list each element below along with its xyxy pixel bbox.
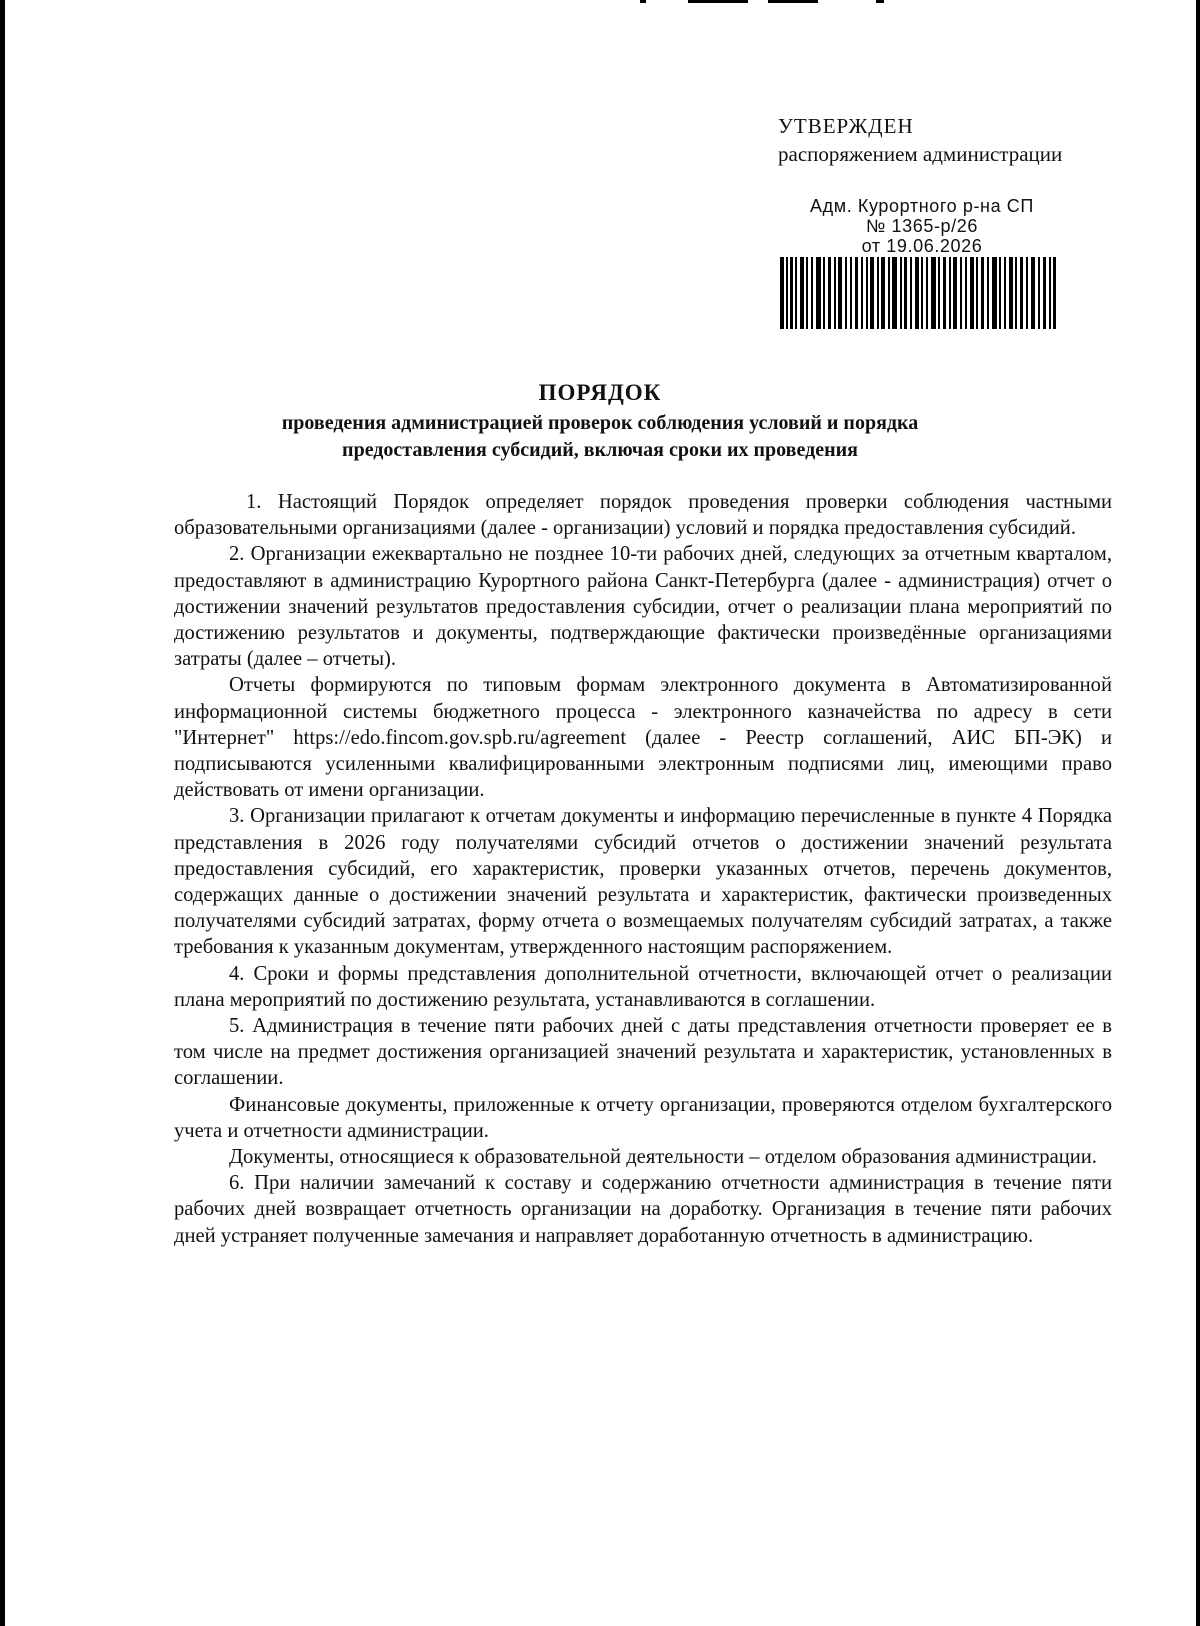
stamp-org: Адм. Курортного р-на СП — [810, 196, 1034, 216]
paragraph-6: 6. При наличии замечаний к составу и содержанию отчетности администрация в течение пяти рабочих дней возвращает отчетность организации на доработку. Организация в течение пяти рабочих дней устраняет полученные замечания и направляет доработанную отчетность в администрацию. — [174, 1172, 1112, 1247]
scan-border-right — [1196, 0, 1200, 1626]
paragraph-2-reports: Отчеты формируются по типовым формам электронного документа в Автоматизированной информационной системы бюджетного процесса - электронного казначейства по адресу в сети "Интернет" https://edo.fincom.gov.spb.ru/agreement (далее - Реестр соглашений, АИС БП-ЭК) и подписываются усиленными квалифицированными электронным подписями лиц, имеющими право действовать от имени организации. — [174, 674, 1112, 802]
paragraph-5: 5. Администрация в течение пяти рабочих дней с даты представления отчетности проверяет ее в том числе на предмет достижения организацией значений результата и характеристик, установленных в соглашении. — [174, 1015, 1112, 1090]
stamp-date: от 19.06.2026 — [861, 236, 983, 256]
paragraph-2: 2. Организации ежеквартально не позднее 10-ти рабочих дней, следующих за отчетным кварталом, предоставляют в администрацию Курортного района Санкт-Петербурга (далее - администрация) отчет о достижении значений результатов предоставления субсидии, отчет о реализации плана мероприятий по достижению результатов и документы, подтверждающие фактически произведённые организациями затраты (далее – отчеты). — [174, 543, 1112, 671]
registration-stamp — [782, 196, 1062, 256]
document-subtitle-line-2: предоставления субсидий, включая сроки их проведения — [342, 439, 858, 461]
scan-top-marks — [640, 0, 900, 8]
paragraph-5-education: Документы, относящиеся к образовательной деятельности – отделом образования администрации. — [229, 1146, 1097, 1169]
approval-line: распоряжением администрации — [778, 142, 1063, 166]
paragraph-5-financial: Финансовые документы, приложенные к отчету организации, проверяются отделом бухгалтерского учета и отчетности администрации. — [174, 1093, 1112, 1142]
document-title: ПОРЯДОК — [538, 380, 662, 405]
approval-block — [778, 112, 1062, 168]
paragraph-4: 4. Сроки и формы представления дополнительной отчетности, включающей отчет о реализации плана мероприятий по достижению результата, устанавливаются в соглашении. — [174, 962, 1112, 1011]
document-body — [174, 489, 1112, 1249]
paragraph-3: 3. Организации прилагают к отчетам документы и информацию перечисленные в пункте 4 Порядка представления в 2026 году получателями субсидий отчетов о достижении значений результата предоставления субсидий, его характеристик, проверки указанных отчетов, перечень документов, содержащих данные о достижении значений результата и характеристик, фактически произведенных получателями субсидий затратах, форму отчета о возмещаемых получателям субсидий затратах, а также требования к указанным документам, утвержденного настоящим распоряжением. — [174, 805, 1112, 959]
document-subtitle-line-1: проведения администрацией проверок соблюдения условий и порядка — [281, 412, 919, 434]
paragraph-1: 1. Настоящий Порядок определяет порядок проведения проверки соблюдения частными образовательными организациями (далее - организации) условий и порядка предоставления субсидий. — [174, 491, 1112, 540]
approval-title: УТВЕРЖДЕН — [778, 114, 914, 138]
stamp-number: № 1365-р/26 — [866, 216, 978, 236]
barcode-image — [780, 257, 1056, 329]
scan-border-left — [0, 0, 5, 1626]
